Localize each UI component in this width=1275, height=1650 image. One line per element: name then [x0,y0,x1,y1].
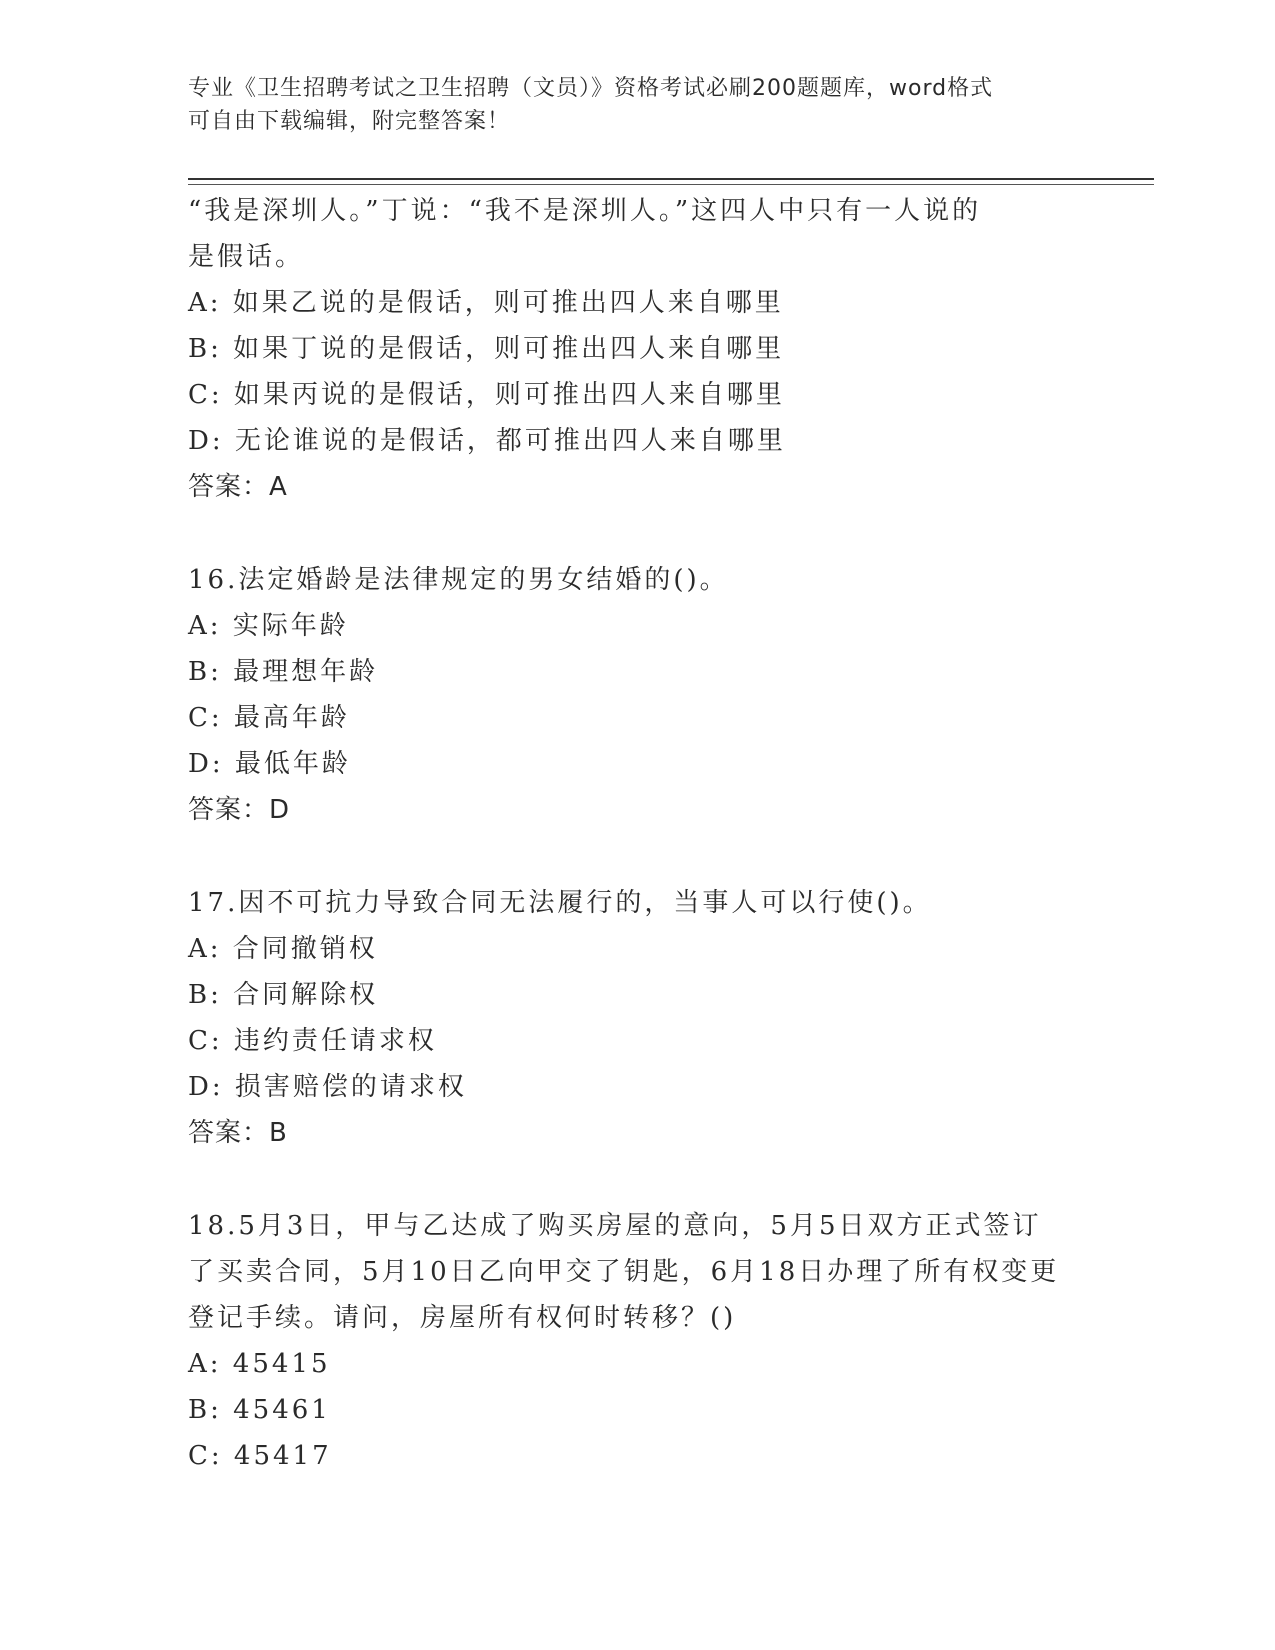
option-a: A: 如果乙说的是假话，则可推出四人来自哪里 [188,288,784,318]
option-c: C: 违约责任请求权 [188,1026,437,1056]
answer-line: 答案：B [188,1118,288,1148]
question-stem: 18.5月3日，甲与乙达成了购买房屋的意向，5月5日双方正式签订 [188,1211,1042,1241]
question-stem: 登记手续。请问，房屋所有权何时转移？() [188,1303,737,1333]
header-title-line-1: 专业《卫生招聘考试之卫生招聘（文员）》资格考试必刷200题题库，word格式 [188,76,994,101]
option-b: B: 如果丁说的是假话，则可推出四人来自哪里 [188,334,785,364]
header-divider-thin [188,184,1154,185]
question-15 [188,188,1088,510]
option-b: B: 45461 [188,1395,331,1425]
option-c: C: 最高年龄 [188,703,350,733]
question-stem: 16.法定婚龄是法律规定的男女结婚的()。 [188,565,729,595]
question-18 [188,1203,1088,1479]
option-c: C: 如果丙说的是假话，则可推出四人来自哪里 [188,380,785,410]
question-16 [188,557,1088,833]
header-title-line-2: 可自由下载编辑，附完整答案！ [188,109,511,134]
option-a: A: 实际年龄 [188,611,349,641]
question-stem: 是假话。 [188,242,305,272]
question-17 [188,880,1088,1156]
question-stem: 17.因不可抗力导致合同无法履行的，当事人可以行使()。 [188,888,932,918]
option-c: C: 45417 [188,1441,332,1471]
document-header [188,72,1068,138]
spacer [188,833,1088,880]
question-list [188,188,1088,1479]
question-stem: 了买卖合同，5月10日乙向甲交了钥匙，6月18日办理了所有权变更 [188,1257,1060,1287]
option-b: B: 最理想年龄 [188,657,379,687]
answer-line: 答案：A [188,472,288,502]
option-d: D: 无论谁说的是假话，都可推出四人来自哪里 [188,426,786,456]
option-a: A: 45415 [188,1349,331,1379]
option-b: B: 合同解除权 [188,980,379,1010]
answer-line: 答案：D [188,795,291,825]
header-divider-thick [188,178,1154,180]
spacer [188,1156,1088,1203]
question-stem: “我是深圳人。”丁说：“我不是深圳人。”这四人中只有一人说的 [188,196,982,226]
option-a: A: 合同撤销权 [188,934,378,964]
option-d: D: 损害赔偿的请求权 [188,1072,467,1102]
option-d: D: 最低年龄 [188,749,351,779]
spacer [188,510,1088,557]
